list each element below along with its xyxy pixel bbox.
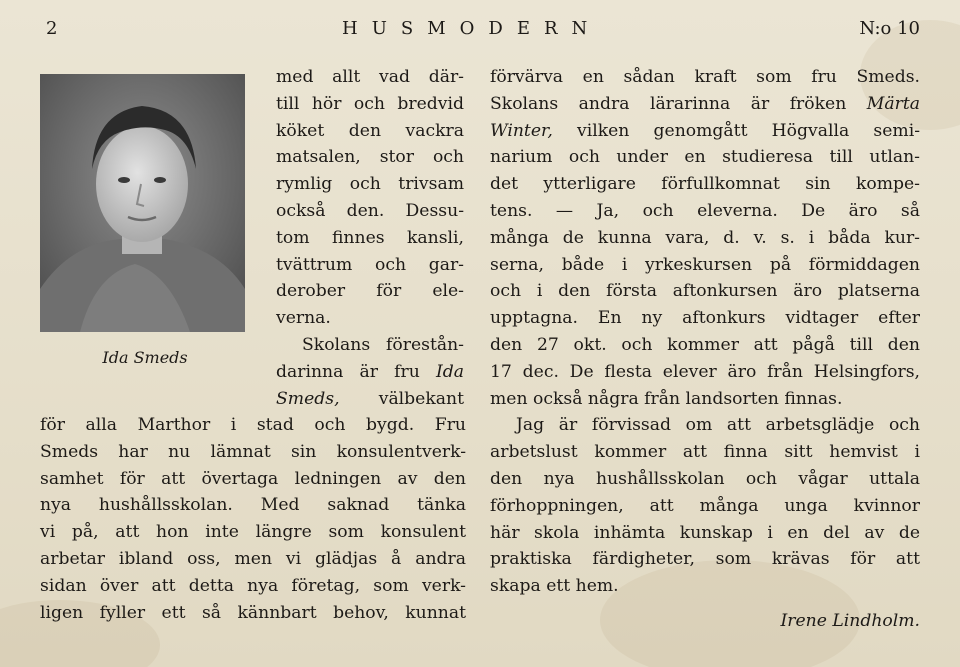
text-line: upptagna. En ny aftonkurs vidtager efter: [490, 308, 920, 329]
text-line: verna.: [276, 308, 331, 329]
text-line: matsalen, stor och: [276, 147, 464, 168]
text-line: men också några från landsorten finnas.: [490, 388, 843, 409]
issue-number: N:o 10: [859, 18, 920, 39]
text-line: Skolans andra lärarinna är fröken Märta: [490, 93, 920, 114]
text-line: det ytterligare förfullkomnat sin kompe-: [490, 174, 920, 195]
text-line: praktiska färdigheter, som krävas för att: [490, 549, 920, 570]
photo-caption: Ida Smeds: [102, 348, 188, 367]
text-line: ligen fyller ett så kännbart behov, kunnat: [40, 602, 466, 623]
page-header: [0, 18, 960, 44]
text-line: samhet för att övertaga ledningen av den: [40, 468, 466, 489]
column-right: [490, 64, 920, 635]
text-line: den 27 okt. och kommer att pågå till den: [490, 334, 920, 355]
text-line: med allt vad där-: [276, 67, 464, 87]
text-line: Smeds har nu lämnat sin konsulentverk-: [40, 441, 466, 462]
text-line: Winter, vilken genomgått Högvalla semi-: [490, 120, 920, 141]
signature: Irene Lindholm.: [780, 610, 920, 631]
text-line: narium och under en studieresa till utlan-: [490, 147, 920, 168]
text-line: till hör och bredvid: [276, 93, 464, 114]
text-line: Skolans förestån-: [302, 334, 464, 355]
text-line: vi på, att hon inte längre som konsulent: [40, 522, 466, 543]
text-line: nya hushållsskolan. Med saknad tänka: [40, 495, 466, 516]
portrait-photo: [40, 74, 245, 332]
text-line: tom finnes kansli,: [276, 227, 464, 248]
text-line: många de kunna vara, d. v. s. i båda kur-: [490, 227, 920, 248]
text-line: serna, både i yrkeskursen på förmiddagen: [490, 254, 920, 275]
column-left-bottom: [40, 412, 466, 626]
text-line: darinna är fru Ida: [276, 361, 464, 382]
text-line: här skola inhämta kunskap i en del av de: [490, 522, 920, 543]
page-number: 2: [46, 18, 58, 39]
text-line: förvärva en sådan kraft som fru Smeds.: [490, 67, 920, 87]
text-line: förhoppningen, att många unga kvinnor: [490, 495, 920, 516]
column-left-top: [276, 64, 464, 412]
magazine-title: HUSMODERN: [342, 18, 602, 39]
text-line: Smeds, välbekant: [276, 388, 464, 409]
text-line: den nya hushållsskolan och vågar uttala: [490, 468, 920, 489]
text-line: arbetar ibland oss, men vi glädjas å andra: [40, 548, 466, 569]
text-line: och i den första aftonkursen äro platserna: [490, 281, 920, 302]
text-line: skapa ett hem.: [490, 576, 619, 597]
text-line: tens. — Ja, och eleverna. De äro så: [490, 200, 920, 221]
text-line: tvättrum och gar-: [276, 254, 464, 275]
text-line: arbetslust kommer att finna sitt hemvist i: [490, 442, 920, 463]
text-line: Jag är förvissad om att arbetsglädje och: [516, 415, 920, 436]
text-line: derober för ele-: [276, 281, 464, 302]
text-line: för alla Marthor i stad och bygd. Fru: [40, 415, 466, 435]
text-line: rymlig och trivsam: [276, 174, 464, 195]
text-line: köket den vackra: [276, 120, 464, 141]
text-line: 17 dec. De flesta elever äro från Helsingfors,: [490, 361, 920, 382]
text-line: sidan över att detta nya företag, som verk-: [40, 575, 466, 596]
text-line: också den. Dessu-: [276, 200, 464, 221]
